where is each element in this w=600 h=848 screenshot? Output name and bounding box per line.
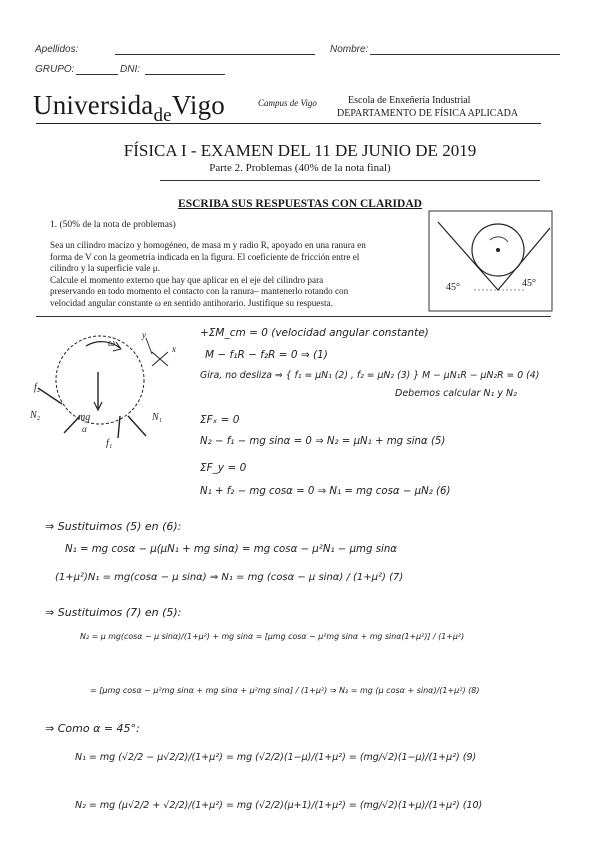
solution-line: N₁ = mg (√2/2 − μ√2/2)/(1+μ²) = mg (√2/2)(1−μ)/(1+μ²) = (mg/√2)(1−μ)/(1+μ²) (9) (75, 752, 477, 763)
dni-line (145, 74, 225, 75)
exam-title: FÍSICA I - EXAMEN DEL 11 DE JUNIO DE 2019 (123, 141, 477, 160)
solution-line: ΣF_y = 0 (200, 462, 247, 474)
department-label: DEPARTAMENTO DE FÍSICA APLICADA (337, 108, 519, 119)
solution-line: (1+μ²)N₁ = mg(cosα − μ sinα) ⇒ N₁ = mg (cosα − μ sinα) / (1+μ²) (7) (55, 572, 404, 583)
y-axis-label: y (142, 330, 146, 340)
solution-line: ⇒ Sustituimos (7) en (5): (45, 606, 182, 619)
free-body-diagram (28, 328, 198, 448)
statement-line: forma de V con la geometría indicada en la figura. El coeficiente de fricción entre el (50, 251, 360, 262)
solution-line: N₂ = mg (μ√2/2 + √2/2)/(1+μ²) = mg (√2/2)(μ+1)/(1+μ²) = (mg/√2)(1+μ)/(1+μ²) (10) (75, 800, 483, 811)
figure-angle-right: 45° (522, 278, 536, 289)
header-rule (36, 123, 541, 124)
solution-line: N₂ − f₁ − mg sinα = 0 ⇒ N₂ = μN₁ + mg sinα (5) (200, 436, 446, 447)
grupo-line (76, 74, 118, 75)
solution-line: M − f₁R − f₂R = 0 ⇒ (1) (205, 349, 328, 361)
nombre-label: Nombre: (330, 44, 369, 55)
solution-line: Gira, no desliza ⇒ { f₁ = μN₁ (2) , f₂ = μN₂ (3) } M − μN₁R − μN₂R = 0 (4) (200, 370, 540, 381)
university-name-left: Universida (33, 90, 154, 120)
exam-subtitle: Parte 2. Problemas (40% de la nota final) (209, 162, 391, 174)
solution-line: ⇒ Como α = 45°: (45, 722, 140, 735)
apellidos-label: Apellidos: (35, 44, 79, 55)
statement-line: cilindro y la superficie vale μ. (50, 263, 161, 274)
n1-label: N₁ (152, 412, 163, 423)
solution-line: Debemos calcular N₁ y N₂ (395, 388, 517, 399)
dni-label: DNI: (120, 64, 140, 75)
title-rule (160, 180, 540, 181)
problem-statement (50, 240, 430, 310)
groove-figure (428, 210, 553, 312)
nombre-line (370, 54, 560, 55)
x-axis-label: x (172, 344, 176, 354)
n2-label: N₂ (30, 410, 41, 421)
f2-label: f₂ (34, 382, 41, 393)
statement-line: Calcule el momento externo que hay que aplicar en el eje del cilindro para (50, 274, 324, 285)
solution-line: N₂ = μ mg(cosα − μ sinα)/(1+μ²) + mg sinα = [μmg cosα − μ²mg sinα + mg sinα(1+μ²)] / (1+μ²) (80, 632, 465, 641)
university-name-right: Vigo (171, 90, 225, 120)
apellidos-line (115, 54, 315, 55)
campus-label: Campus de Vigo (258, 98, 317, 108)
solution-line: N₁ + f₂ − mg cosα = 0 ⇒ N₁ = mg cosα − μN₂ (6) (200, 486, 451, 497)
solution-line: ΣFₓ = 0 (200, 414, 240, 426)
f1-label: f₁ (106, 438, 113, 448)
omega-label: ω (108, 338, 116, 349)
school-label: Escola de Enxeñería Industrial (348, 95, 471, 106)
statement-rule (36, 316, 551, 317)
mg-label: mg (78, 412, 91, 423)
university-logo (33, 90, 225, 126)
university-name-de: de (153, 105, 172, 126)
statement-line: preservando en todo momento el contacto con la ranura– mantenerlo rotando con (50, 286, 349, 297)
grupo-label: GRUPO: (35, 64, 75, 75)
statement-line: Sea un cilindro macizo y homogéneo, de masa m y radio R, apoyado en una ranura en (50, 240, 366, 250)
solution-line: ⇒ Sustituimos (5) en (6): (45, 520, 182, 533)
solution-line: +ΣM_cm = 0 (velocidad angular constante) (200, 327, 429, 339)
instruction: ESCRIBA SUS RESPUESTAS CON CLARIDAD (178, 198, 422, 210)
statement-line: velocidad angular constante ω en sentido antihorario. Justifique su respuesta. (50, 297, 333, 308)
figure-angle-left: 45° (446, 282, 460, 293)
alpha-label: α (82, 424, 87, 434)
solution-line: = [μmg cosα − μ²mg sinα + mg sinα + μ²mg sinα] / (1+μ²) ⇒ N₂ = mg (μ cosα + sinα)/(1+μ²) (8) (90, 686, 480, 695)
solution-line: N₁ = mg cosα − μ(μN₁ + mg sinα) = mg cosα − μ²N₁ − μmg sinα (65, 544, 397, 555)
problem-heading: 1. (50% de la nota de problemas) (50, 220, 176, 230)
